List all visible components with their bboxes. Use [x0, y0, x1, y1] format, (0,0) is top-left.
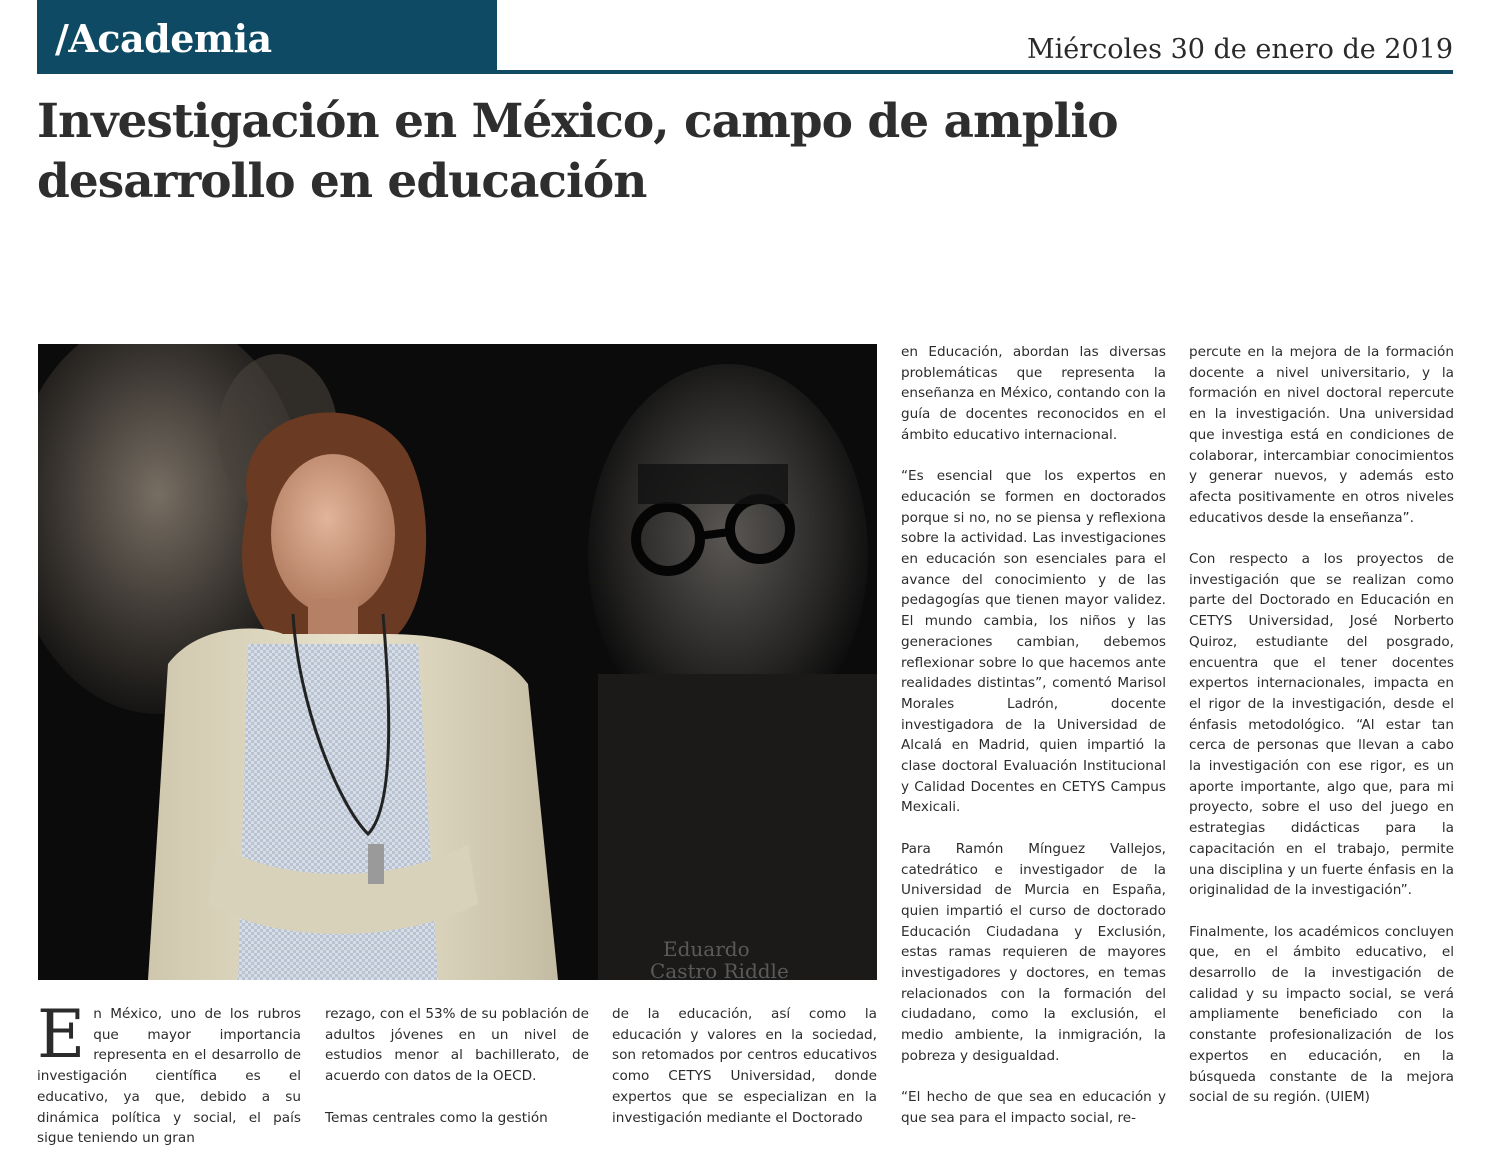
paragraph: Con respecto a los proyectos de investigación que se realizan como parte del Doctorado en Educación en CETYS Universidad, José Norberto Quiroz, estudiante del posgrado, encuentra que el tener docentes expertos internacionales, impacta en el rigor de la investigación, desde el énfasis metodológico. “Al estar tan cerca de personas que llevan a cabo la investigación con ese rigor, es un aporte importante, algo que, para mi proyecto, sobre el uso del juego en estrategias didácticas para la capacitación en el trabajo, permite una disciplina y un fuerte énfasis en la originalidad de la investigación”. [1189, 551, 1454, 899]
article-column-5 [1189, 342, 1454, 1108]
headline [37, 92, 1453, 212]
paragraph: de la educación, así como la educación y valores en la sociedad, son retomados por centros educativos como CETYS Universidad, donde expertos que se especializan en la investigación mediante el Doctorado [612, 1006, 877, 1126]
paragraph: rezago, con el 53% de su población de adultos jóvenes en un nivel de estudios menor al bachillerato, de acuerdo con datos de la OECD. [325, 1006, 589, 1085]
section-header-bar [37, 0, 497, 70]
photo-caption-line-1: Eduardo [663, 937, 750, 961]
paragraph [37, 996, 301, 1149]
photo-caption-text [663, 937, 750, 961]
paragraph: percute en la mejora de la formación docente a nivel universitario, y la formación en nivel doctoral repercute en la investigación. Una universidad que investiga está en condiciones de colaborar, intercambiar conocimientos y generar nuevos, y además esto afecta positivamente en otros niveles educativos desde la enseñanza”. [1189, 344, 1454, 526]
section-label: /Academia [55, 16, 272, 61]
paragraph-text: n México, uno de los rubros que mayor importancia representa en el desarrollo de investigación científica es el educativo, ya que, debido a su dinámica política y social, el país sigue teniendo un gran [37, 1006, 301, 1147]
article-column-1 [37, 996, 301, 1149]
article-column-2 [325, 1004, 589, 1128]
paragraph: Finalmente, los académicos concluyen que, en el ámbito educativo, el desarrollo de la investigación de calidad y su impacto social, se verá ampliamente beneficiado con la constante profesionalización de los expertos en educación, en la búsqueda constante de la mejora social de su región. (UIEM) [1189, 923, 1454, 1106]
headline-line-1: Investigación en México, campo de amplio [37, 94, 1118, 149]
paragraph: Temas centrales como la gestión [325, 1109, 548, 1126]
photo-caption-text-2 [650, 959, 789, 980]
drop-cap: E [37, 996, 86, 1073]
paragraph: en Educación, abordan las diversas problemáticas que representa la enseñanza en México, contando con la guía de docentes reconocidos en el ámbito educativo internacional. [901, 344, 1166, 443]
headline-line-2: desarrollo en educación [37, 154, 647, 209]
article-column-3 [612, 1004, 877, 1128]
article-photo [38, 344, 877, 980]
paragraph: “El hecho de que sea en educación y que sea para el impacto social, re- [901, 1089, 1166, 1126]
photo-illustration [38, 344, 877, 980]
publication-date: Miércoles 30 de enero de 2019 [1026, 34, 1453, 65]
paragraph: Para Ramón Mínguez Vallejos, catedrático e investigador de la Universidad de Murcia en España, quien impartió el curso de doctorado Educación Ciudadana y Exclusión, estas ramas requieren de mayores investigadores y doctores, en temas relacionados con la formación del ciudadano, como la exclusión, el medio ambiente, la inmigración, la pobreza y desigualdad. [901, 840, 1166, 1064]
header-rule [37, 70, 1453, 74]
article-column-4 [901, 342, 1166, 1129]
photo-caption-line-2: Castro Riddle [650, 959, 789, 980]
paragraph: “Es esencial que los expertos en educación se formen en doctorados porque si no, no se piensa y reflexiona sobre la actividad. Las investigaciones en educación son esenciales para el avance del conocimiento y de las pedagogías que tienen mayor validez. El mundo cambia, los niños y las generaciones cambian, debemos reflexionar sobre lo que hacemos ante realidades distintas”, comentó Marisol Morales Ladrón, docente investigadora de la Universidad de Alcalá en Madrid, quien impartió la clase doctoral Evaluación Institucional y Calidad Docentes en CETYS Campus Mexicali. [901, 468, 1166, 816]
